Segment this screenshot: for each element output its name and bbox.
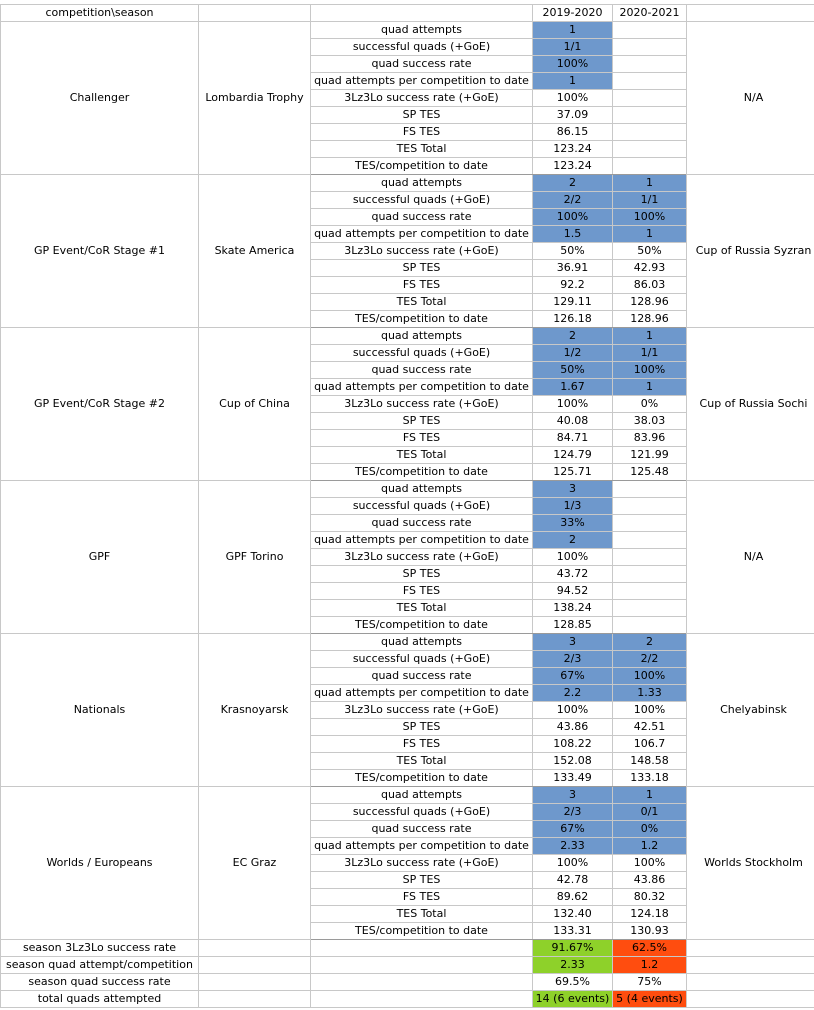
value-2020-cell[interactable]: 100%	[613, 668, 687, 685]
summary-value-2019-cell[interactable]: 2.33	[533, 957, 613, 974]
value-2020-cell[interactable]	[613, 158, 687, 175]
competition-type-cell[interactable]: Nationals	[1, 634, 199, 787]
value-2020-cell[interactable]: 86.03	[613, 277, 687, 294]
value-2020-cell[interactable]: 1/1	[613, 345, 687, 362]
event-2019-cell[interactable]: GPF Torino	[199, 481, 311, 634]
value-2020-cell[interactable]: 128.96	[613, 294, 687, 311]
metric-label-cell[interactable]: FS TES	[311, 583, 533, 600]
value-2020-cell[interactable]: 42.93	[613, 260, 687, 277]
value-2019-cell[interactable]: 2.33	[533, 838, 613, 855]
metric-label-cell[interactable]: quad attempts	[311, 22, 533, 39]
value-2020-cell[interactable]	[613, 481, 687, 498]
value-2020-cell[interactable]	[613, 141, 687, 158]
event-2020-cell[interactable]: Chelyabinsk	[687, 634, 814, 787]
value-2020-cell[interactable]: 100%	[613, 209, 687, 226]
metric-label-cell[interactable]: TES/competition to date	[311, 617, 533, 634]
value-2019-cell[interactable]: 40.08	[533, 413, 613, 430]
header-comp-season[interactable]: competition\season	[1, 5, 199, 22]
metric-label-cell[interactable]: TES Total	[311, 294, 533, 311]
value-2019-cell[interactable]: 92.2	[533, 277, 613, 294]
event-2020-cell[interactable]: Cup of Russia Syzran	[687, 175, 814, 328]
metric-label-cell[interactable]: successful quads (+GoE)	[311, 651, 533, 668]
competition-type-cell[interactable]: GP Event/CoR Stage #2	[1, 328, 199, 481]
event-2019-cell[interactable]: Skate America	[199, 175, 311, 328]
data-row	[1, 634, 814, 651]
value-2020-cell[interactable]: 2/2	[613, 651, 687, 668]
value-2019-cell[interactable]: 2	[533, 175, 613, 192]
value-2020-cell[interactable]	[613, 515, 687, 532]
value-2020-cell[interactable]	[613, 22, 687, 39]
empty-cell[interactable]	[199, 957, 311, 974]
metric-label-cell[interactable]: SP TES	[311, 872, 533, 889]
competition-type-cell[interactable]: GPF	[1, 481, 199, 634]
metric-label-cell[interactable]: quad success rate	[311, 362, 533, 379]
summary-row	[1, 940, 814, 957]
summary-label-cell[interactable]: season quad success rate	[1, 974, 199, 991]
value-2019-cell[interactable]: 2.2	[533, 685, 613, 702]
value-2020-cell[interactable]	[613, 56, 687, 73]
value-2020-cell[interactable]: 1	[613, 226, 687, 243]
data-row	[1, 481, 814, 498]
event-2019-cell[interactable]: Lombardia Trophy	[199, 22, 311, 175]
competition-type-cell[interactable]: Worlds / Europeans	[1, 787, 199, 940]
metric-label-cell[interactable]: successful quads (+GoE)	[311, 804, 533, 821]
metric-label-cell[interactable]: SP TES	[311, 719, 533, 736]
header-empty-f[interactable]	[687, 5, 814, 22]
value-2020-cell[interactable]	[613, 90, 687, 107]
summary-value-2019-cell[interactable]: 69.5%	[533, 974, 613, 991]
event-2019-cell[interactable]: Krasnoyarsk	[199, 634, 311, 787]
metric-label-cell[interactable]: quad success rate	[311, 668, 533, 685]
metric-label-cell[interactable]: quad attempts per competition to date	[311, 73, 533, 90]
metric-label-cell[interactable]: successful quads (+GoE)	[311, 192, 533, 209]
header-empty-b[interactable]	[199, 5, 311, 22]
summary-label-cell[interactable]: total quads attempted	[1, 991, 199, 1008]
value-2019-cell[interactable]: 94.52	[533, 583, 613, 600]
value-2020-cell[interactable]: 1	[613, 787, 687, 804]
metric-label-cell[interactable]: quad attempts	[311, 634, 533, 651]
metric-label-cell[interactable]: FS TES	[311, 736, 533, 753]
value-2019-cell[interactable]: 132.40	[533, 906, 613, 923]
metric-label-cell[interactable]: successful quads (+GoE)	[311, 345, 533, 362]
empty-cell[interactable]	[311, 940, 533, 957]
summary-value-2020-cell[interactable]: 75%	[613, 974, 687, 991]
value-2020-cell[interactable]: 1/1	[613, 192, 687, 209]
value-2019-cell[interactable]: 50%	[533, 243, 613, 260]
value-2020-cell[interactable]: 50%	[613, 243, 687, 260]
summary-label-cell[interactable]: season quad attempt/competition	[1, 957, 199, 974]
value-2019-cell[interactable]: 3	[533, 634, 613, 651]
value-2019-cell[interactable]: 100%	[533, 209, 613, 226]
summary-value-2019-cell[interactable]: 91.67%	[533, 940, 613, 957]
value-2020-cell[interactable]: 1.2	[613, 838, 687, 855]
value-2020-cell[interactable]: 100%	[613, 362, 687, 379]
value-2020-cell[interactable]: 43.86	[613, 872, 687, 889]
value-2019-cell[interactable]: 123.24	[533, 141, 613, 158]
event-2019-cell[interactable]: EC Graz	[199, 787, 311, 940]
metric-label-cell[interactable]: TES/competition to date	[311, 158, 533, 175]
value-2019-cell[interactable]: 108.22	[533, 736, 613, 753]
summary-value-2020-cell[interactable]: 62.5%	[613, 940, 687, 957]
spreadsheet-body	[1, 5, 814, 1008]
value-2019-cell[interactable]: 1/1	[533, 39, 613, 56]
metric-label-cell[interactable]: TES/competition to date	[311, 311, 533, 328]
value-2020-cell[interactable]: 121.99	[613, 447, 687, 464]
value-2019-cell[interactable]: 2/3	[533, 804, 613, 821]
metric-label-cell[interactable]: quad success rate	[311, 821, 533, 838]
value-2019-cell[interactable]: 100%	[533, 549, 613, 566]
metric-label-cell[interactable]: 3Lz3Lo success rate (+GoE)	[311, 549, 533, 566]
metric-label-cell[interactable]: 3Lz3Lo success rate (+GoE)	[311, 855, 533, 872]
value-2020-cell[interactable]	[613, 583, 687, 600]
value-2019-cell[interactable]: 1/2	[533, 345, 613, 362]
value-2020-cell[interactable]	[613, 124, 687, 141]
metric-label-cell[interactable]: FS TES	[311, 277, 533, 294]
value-2019-cell[interactable]: 2	[533, 532, 613, 549]
metric-label-cell[interactable]: quad attempts	[311, 787, 533, 804]
empty-cell[interactable]	[199, 974, 311, 991]
value-2020-cell[interactable]	[613, 549, 687, 566]
metric-label-cell[interactable]: TES Total	[311, 447, 533, 464]
value-2020-cell[interactable]	[613, 73, 687, 90]
value-2020-cell[interactable]: 80.32	[613, 889, 687, 906]
metric-label-cell[interactable]: TES/competition to date	[311, 923, 533, 940]
summary-value-2020-cell[interactable]: 5 (4 events)	[613, 991, 687, 1008]
data-row	[1, 175, 814, 192]
metric-label-cell[interactable]: 3Lz3Lo success rate (+GoE)	[311, 396, 533, 413]
value-2019-cell[interactable]: 89.62	[533, 889, 613, 906]
value-2019-cell[interactable]: 100%	[533, 702, 613, 719]
empty-cell[interactable]	[687, 940, 814, 957]
empty-cell[interactable]	[199, 991, 311, 1008]
value-2019-cell[interactable]: 138.24	[533, 600, 613, 617]
value-2020-cell[interactable]: 38.03	[613, 413, 687, 430]
metric-label-cell[interactable]: FS TES	[311, 889, 533, 906]
event-2019-cell[interactable]: Cup of China	[199, 328, 311, 481]
event-2020-cell[interactable]: Worlds Stockholm	[687, 787, 814, 940]
value-2019-cell[interactable]: 100%	[533, 56, 613, 73]
metric-label-cell[interactable]: 3Lz3Lo success rate (+GoE)	[311, 243, 533, 260]
header-row	[1, 5, 814, 22]
value-2019-cell[interactable]: 100%	[533, 396, 613, 413]
metric-label-cell[interactable]: successful quads (+GoE)	[311, 39, 533, 56]
value-2020-cell[interactable]	[613, 600, 687, 617]
value-2019-cell[interactable]: 1	[533, 22, 613, 39]
metric-label-cell[interactable]: SP TES	[311, 413, 533, 430]
value-2019-cell[interactable]: 1	[533, 73, 613, 90]
value-2020-cell[interactable]: 0%	[613, 821, 687, 838]
empty-cell[interactable]	[311, 974, 533, 991]
value-2019-cell[interactable]: 1.67	[533, 379, 613, 396]
value-2020-cell[interactable]	[613, 498, 687, 515]
value-2019-cell[interactable]: 126.18	[533, 311, 613, 328]
competition-type-cell[interactable]: Challenger	[1, 22, 199, 175]
summary-label-cell[interactable]: season 3Lz3Lo success rate	[1, 940, 199, 957]
metric-label-cell[interactable]: 3Lz3Lo success rate (+GoE)	[311, 702, 533, 719]
value-2020-cell[interactable]: 125.48	[613, 464, 687, 481]
value-2020-cell[interactable]: 130.93	[613, 923, 687, 940]
empty-cell[interactable]	[311, 991, 533, 1008]
value-2019-cell[interactable]: 42.78	[533, 872, 613, 889]
value-2020-cell[interactable]: 100%	[613, 855, 687, 872]
value-2019-cell[interactable]: 100%	[533, 90, 613, 107]
header-empty-c[interactable]	[311, 5, 533, 22]
metric-label-cell[interactable]: quad success rate	[311, 56, 533, 73]
value-2019-cell[interactable]: 86.15	[533, 124, 613, 141]
value-2020-cell[interactable]: 133.18	[613, 770, 687, 787]
value-2020-cell[interactable]: 148.58	[613, 753, 687, 770]
value-2020-cell[interactable]: 42.51	[613, 719, 687, 736]
value-2020-cell[interactable]: 1	[613, 175, 687, 192]
value-2019-cell[interactable]: 43.72	[533, 566, 613, 583]
value-2019-cell[interactable]: 2/3	[533, 651, 613, 668]
metric-label-cell[interactable]: quad attempts per competition to date	[311, 838, 533, 855]
event-2020-cell[interactable]: N/A	[687, 22, 814, 175]
value-2019-cell[interactable]: 100%	[533, 855, 613, 872]
value-2019-cell[interactable]: 1/3	[533, 498, 613, 515]
empty-cell[interactable]	[311, 957, 533, 974]
metric-label-cell[interactable]: quad success rate	[311, 515, 533, 532]
metric-label-cell[interactable]: quad attempts per competition to date	[311, 532, 533, 549]
data-row	[1, 787, 814, 804]
value-2020-cell[interactable]: 0/1	[613, 804, 687, 821]
metric-label-cell[interactable]: SP TES	[311, 566, 533, 583]
spreadsheet-table	[0, 4, 814, 1008]
value-2019-cell[interactable]: 67%	[533, 821, 613, 838]
metric-label-cell[interactable]: quad attempts	[311, 328, 533, 345]
value-2020-cell[interactable]	[613, 107, 687, 124]
metric-label-cell[interactable]: quad attempts per competition to date	[311, 226, 533, 243]
value-2019-cell[interactable]: 133.31	[533, 923, 613, 940]
value-2019-cell[interactable]: 152.08	[533, 753, 613, 770]
metric-label-cell[interactable]: TES/competition to date	[311, 770, 533, 787]
value-2020-cell[interactable]: 128.96	[613, 311, 687, 328]
value-2019-cell[interactable]: 129.11	[533, 294, 613, 311]
metric-label-cell[interactable]: quad attempts	[311, 481, 533, 498]
metric-label-cell[interactable]: quad attempts per competition to date	[311, 685, 533, 702]
value-2019-cell[interactable]: 36.91	[533, 260, 613, 277]
header-season-2[interactable]: 2020-2021	[613, 5, 687, 22]
value-2019-cell[interactable]: 2/2	[533, 192, 613, 209]
summary-row	[1, 957, 814, 974]
value-2019-cell[interactable]: 125.71	[533, 464, 613, 481]
summary-value-2020-cell[interactable]: 1.2	[613, 957, 687, 974]
empty-cell[interactable]	[687, 957, 814, 974]
empty-cell[interactable]	[199, 940, 311, 957]
metric-label-cell[interactable]: TES Total	[311, 753, 533, 770]
value-2019-cell[interactable]: 3	[533, 787, 613, 804]
value-2019-cell[interactable]: 37.09	[533, 107, 613, 124]
value-2019-cell[interactable]: 123.24	[533, 158, 613, 175]
value-2020-cell[interactable]: 2	[613, 634, 687, 651]
metric-label-cell[interactable]: FS TES	[311, 430, 533, 447]
value-2019-cell[interactable]: 43.86	[533, 719, 613, 736]
value-2019-cell[interactable]: 133.49	[533, 770, 613, 787]
value-2019-cell[interactable]: 84.71	[533, 430, 613, 447]
value-2020-cell[interactable]: 1	[613, 328, 687, 345]
event-2020-cell[interactable]: N/A	[687, 481, 814, 634]
metric-label-cell[interactable]: FS TES	[311, 124, 533, 141]
competition-type-cell[interactable]: GP Event/CoR Stage #1	[1, 175, 199, 328]
value-2020-cell[interactable]: 106.7	[613, 736, 687, 753]
value-2019-cell[interactable]: 3	[533, 481, 613, 498]
metric-label-cell[interactable]: TES Total	[311, 906, 533, 923]
data-row	[1, 22, 814, 39]
value-2020-cell[interactable]: 83.96	[613, 430, 687, 447]
header-season-1[interactable]: 2019-2020	[533, 5, 613, 22]
metric-label-cell[interactable]: 3Lz3Lo success rate (+GoE)	[311, 90, 533, 107]
value-2019-cell[interactable]: 33%	[533, 515, 613, 532]
metric-label-cell[interactable]: TES Total	[311, 600, 533, 617]
data-row	[1, 328, 814, 345]
value-2020-cell[interactable]: 100%	[613, 702, 687, 719]
empty-cell[interactable]	[687, 974, 814, 991]
metric-label-cell[interactable]: quad attempts	[311, 175, 533, 192]
metric-label-cell[interactable]: TES/competition to date	[311, 464, 533, 481]
summary-value-2019-cell[interactable]: 14 (6 events)	[533, 991, 613, 1008]
empty-cell[interactable]	[687, 991, 814, 1008]
value-2019-cell[interactable]: 124.79	[533, 447, 613, 464]
event-2020-cell[interactable]: Cup of Russia Sochi	[687, 328, 814, 481]
metric-label-cell[interactable]: SP TES	[311, 107, 533, 124]
value-2020-cell[interactable]: 1	[613, 379, 687, 396]
value-2020-cell[interactable]: 0%	[613, 396, 687, 413]
value-2019-cell[interactable]: 1.5	[533, 226, 613, 243]
value-2020-cell[interactable]	[613, 617, 687, 634]
metric-label-cell[interactable]: quad attempts per competition to date	[311, 379, 533, 396]
value-2020-cell[interactable]	[613, 532, 687, 549]
metric-label-cell[interactable]: successful quads (+GoE)	[311, 498, 533, 515]
summary-row	[1, 991, 814, 1008]
value-2019-cell[interactable]: 67%	[533, 668, 613, 685]
value-2020-cell[interactable]: 1.33	[613, 685, 687, 702]
summary-row	[1, 974, 814, 991]
value-2019-cell[interactable]: 128.85	[533, 617, 613, 634]
value-2020-cell[interactable]: 124.18	[613, 906, 687, 923]
value-2019-cell[interactable]: 50%	[533, 362, 613, 379]
metric-label-cell[interactable]: quad success rate	[311, 209, 533, 226]
value-2020-cell[interactable]	[613, 39, 687, 56]
metric-label-cell[interactable]: TES Total	[311, 141, 533, 158]
value-2019-cell[interactable]: 2	[533, 328, 613, 345]
metric-label-cell[interactable]: SP TES	[311, 260, 533, 277]
value-2020-cell[interactable]	[613, 566, 687, 583]
